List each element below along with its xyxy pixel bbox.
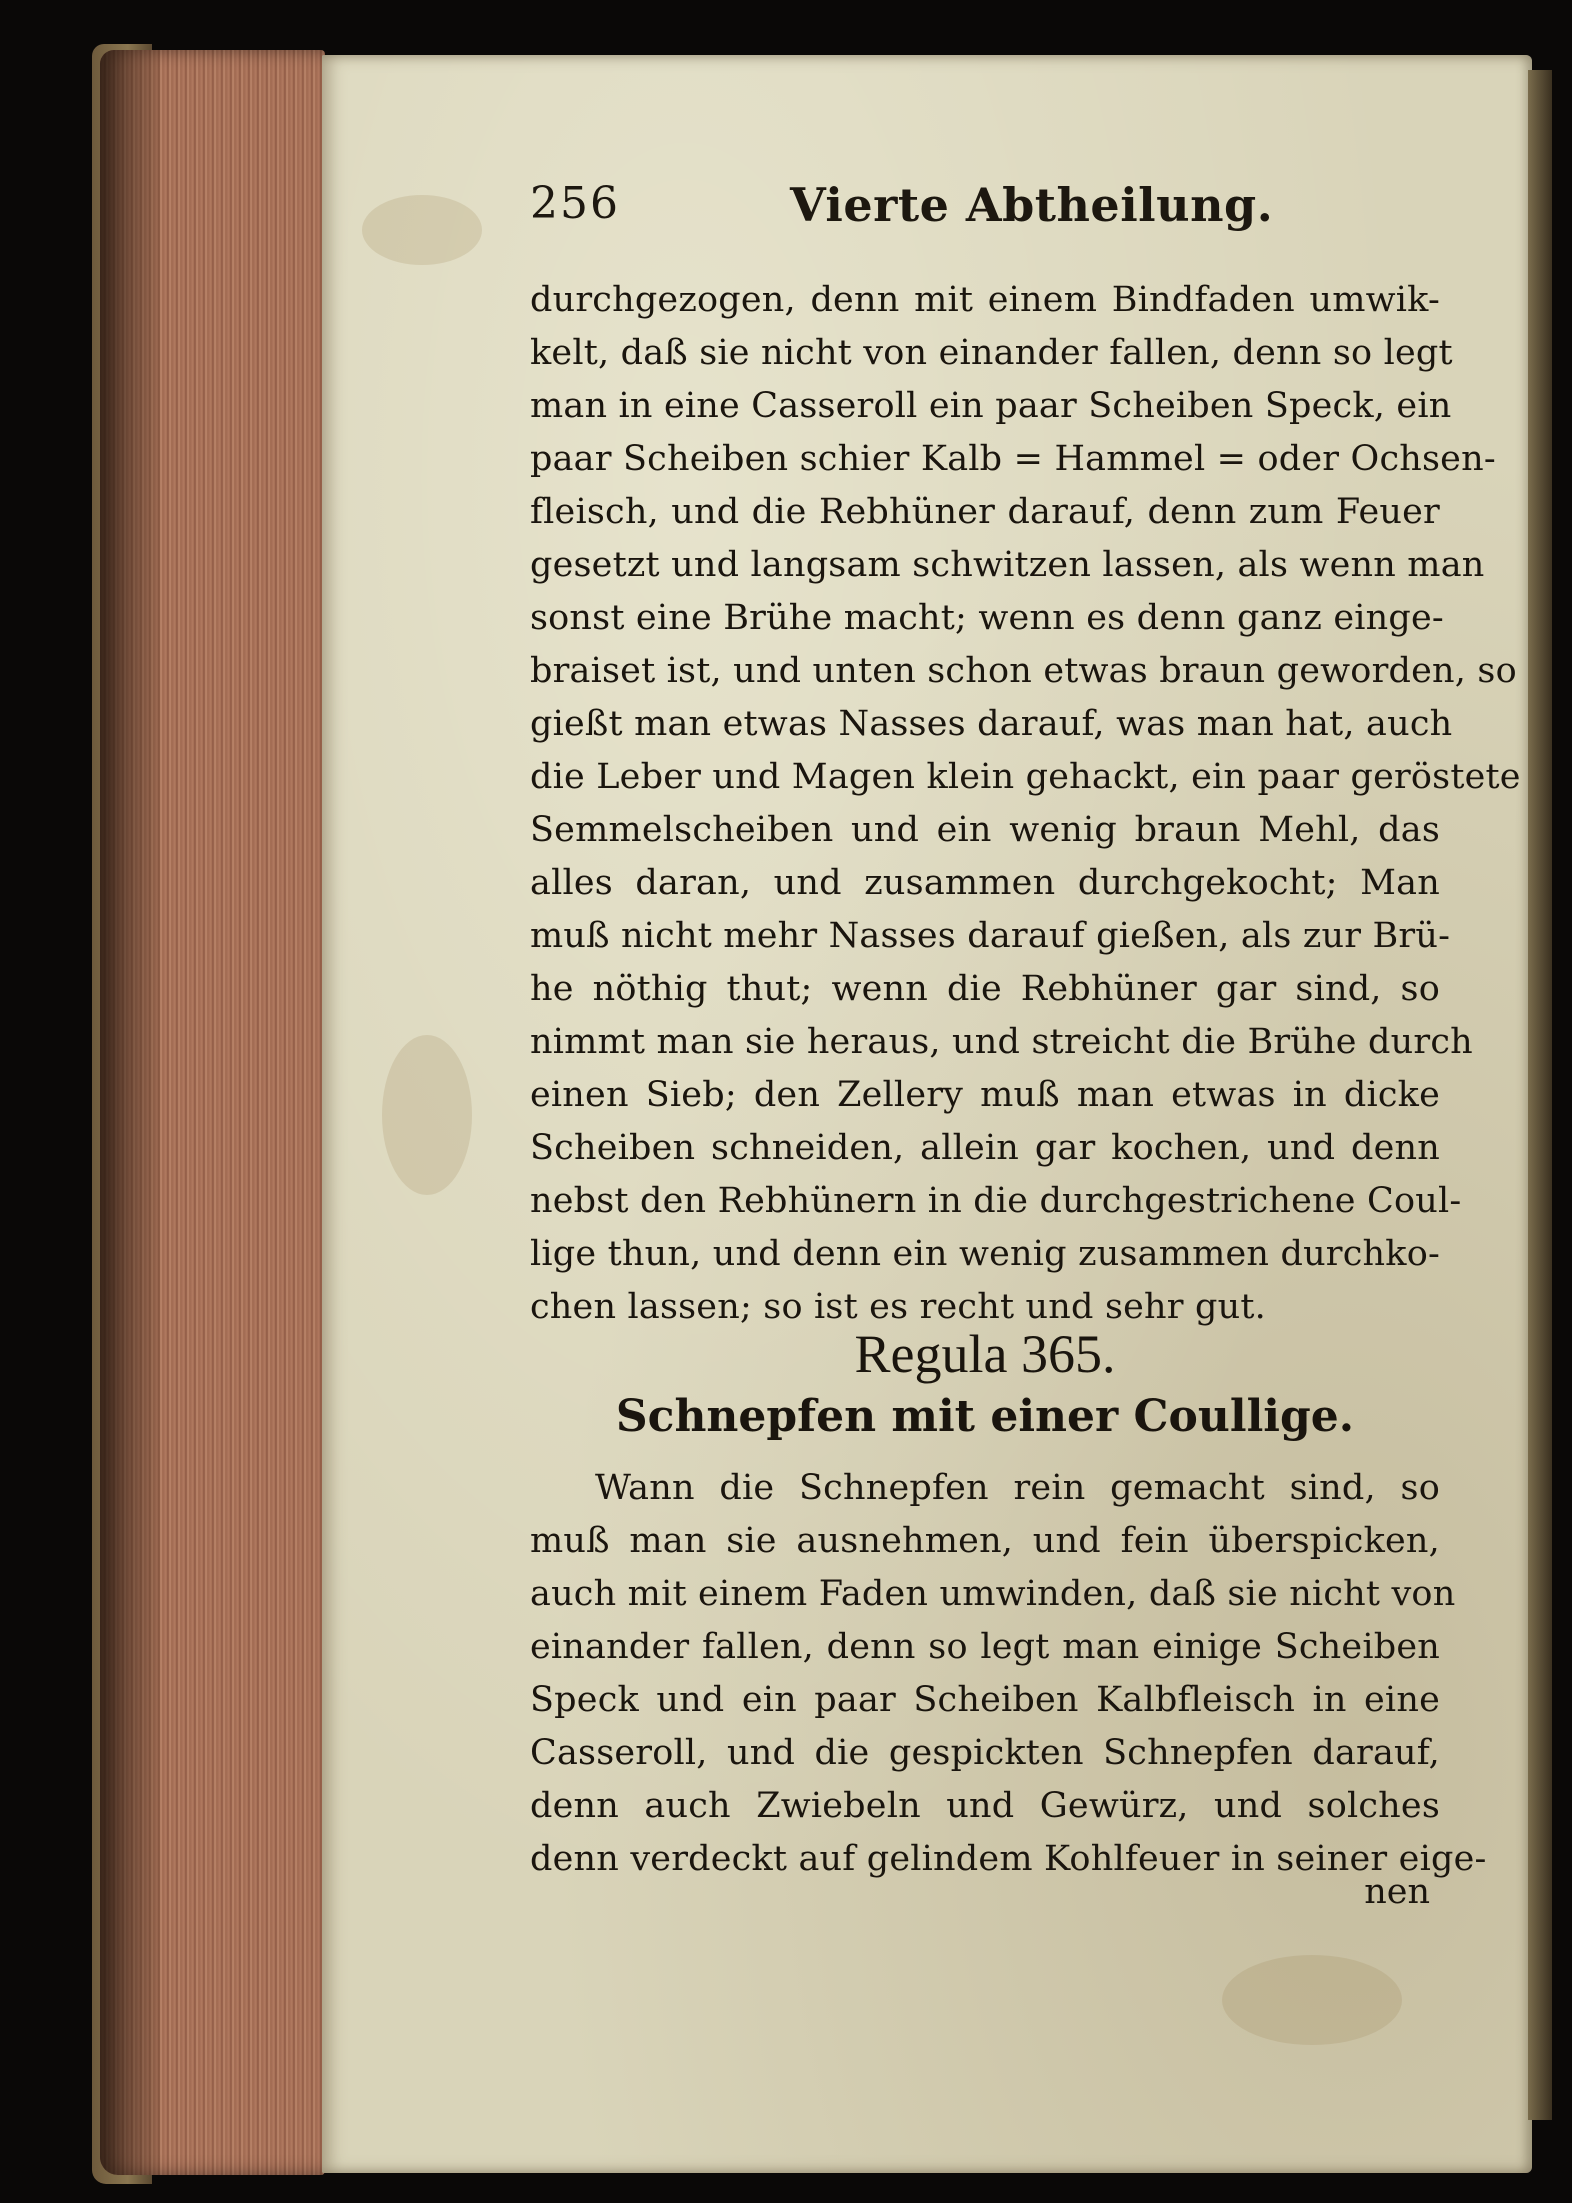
text-line: lige thun, und denn ein wenig zusammen durchko-: [530, 1234, 1440, 1274]
text-line: nimmt man sie heraus, und streicht die Brühe durch: [530, 1022, 1473, 1062]
text-line: denn auch Zwiebeln und Gewürz, und solches: [530, 1786, 1440, 1826]
text-line: kelt, daß sie nicht von einander fallen, denn so legt: [530, 333, 1453, 373]
text-line: einen Sieb; den Zellery muß man etwas in dicke: [530, 1075, 1440, 1115]
text-line: Casseroll, und die gespickten Schnepfen darauf,: [530, 1733, 1440, 1773]
text-line: chen lassen; so ist es recht und sehr gut.: [530, 1287, 1266, 1327]
paper-stain: [1222, 1955, 1402, 2045]
text-line: durchgezogen, denn mit einem Bindfaden umwik-: [530, 280, 1440, 320]
text-line: Semmelscheiben und ein wenig braun Mehl, das: [530, 810, 1440, 850]
text-line: gesetzt und langsam schwitzen lassen, als wenn man: [530, 545, 1485, 585]
running-title: Vierte Abtheilung.: [790, 178, 1274, 232]
text-line: nebst den Rebhünern in die durchgestrichene Coul-: [530, 1181, 1462, 1221]
running-head: [530, 178, 1430, 238]
paper-stain: [382, 1035, 472, 1195]
text-line: man in eine Casseroll ein paar Scheiben Speck, ein: [530, 386, 1452, 426]
text-line: fleisch, und die Rebhüner darauf, denn zum Feuer: [530, 492, 1440, 532]
recipe-title: Schnepfen mit einer Coullige.: [615, 1391, 1355, 1442]
paragraph-recipe: [530, 1462, 1487, 1886]
paragraph-continued: [530, 274, 1521, 1334]
text-line: gießt man etwas Nasses darauf, was man hat, auch: [530, 704, 1453, 744]
section-heading: [530, 1322, 1440, 1448]
page-gutter-shadow: [1528, 70, 1552, 2120]
text-line: sonst eine Brühe macht; wenn es denn ganz einge-: [530, 598, 1444, 638]
text-line: die Leber und Magen klein gehackt, ein paar geröstete: [530, 757, 1521, 797]
page-number: 256: [530, 178, 620, 229]
text-line: Wann die Schnepfen rein gemacht sind, so: [595, 1468, 1440, 1508]
text-line: paar Scheiben schier Kalb = Hammel = oder Ochsen-: [530, 439, 1496, 479]
text-line: muß man sie ausnehmen, und fein überspicken,: [530, 1521, 1440, 1561]
text-line: Scheiben schneiden, allein gar kochen, und denn: [530, 1128, 1440, 1168]
text-line: auch mit einem Faden umwinden, daß sie nicht von: [530, 1574, 1456, 1614]
text-line: he nöthig thut; wenn die Rebhüner gar sind, so: [530, 969, 1440, 1009]
text-line: alles daran, und zusammen durchgekocht; Man: [530, 863, 1440, 903]
paper-stain: [362, 195, 482, 265]
book-fore-edge: [100, 50, 325, 2175]
text-line: einander fallen, denn so legt man einige Scheiben: [530, 1627, 1440, 1667]
text-line: denn verdeckt auf gelindem Kohlfeuer in seiner eige-: [530, 1839, 1487, 1879]
catchword-row: [530, 1872, 1430, 1922]
catchword: nen: [1364, 1872, 1430, 1912]
text-line: muß nicht mehr Nasses darauf gießen, als zur Brü-: [530, 916, 1451, 956]
text-line: Speck und ein paar Scheiben Kalbfleisch in eine: [530, 1680, 1440, 1720]
regula-number: Regula 365.: [854, 1324, 1116, 1384]
text-line: braiset ist, und unten schon etwas braun geworden, so: [530, 651, 1517, 691]
